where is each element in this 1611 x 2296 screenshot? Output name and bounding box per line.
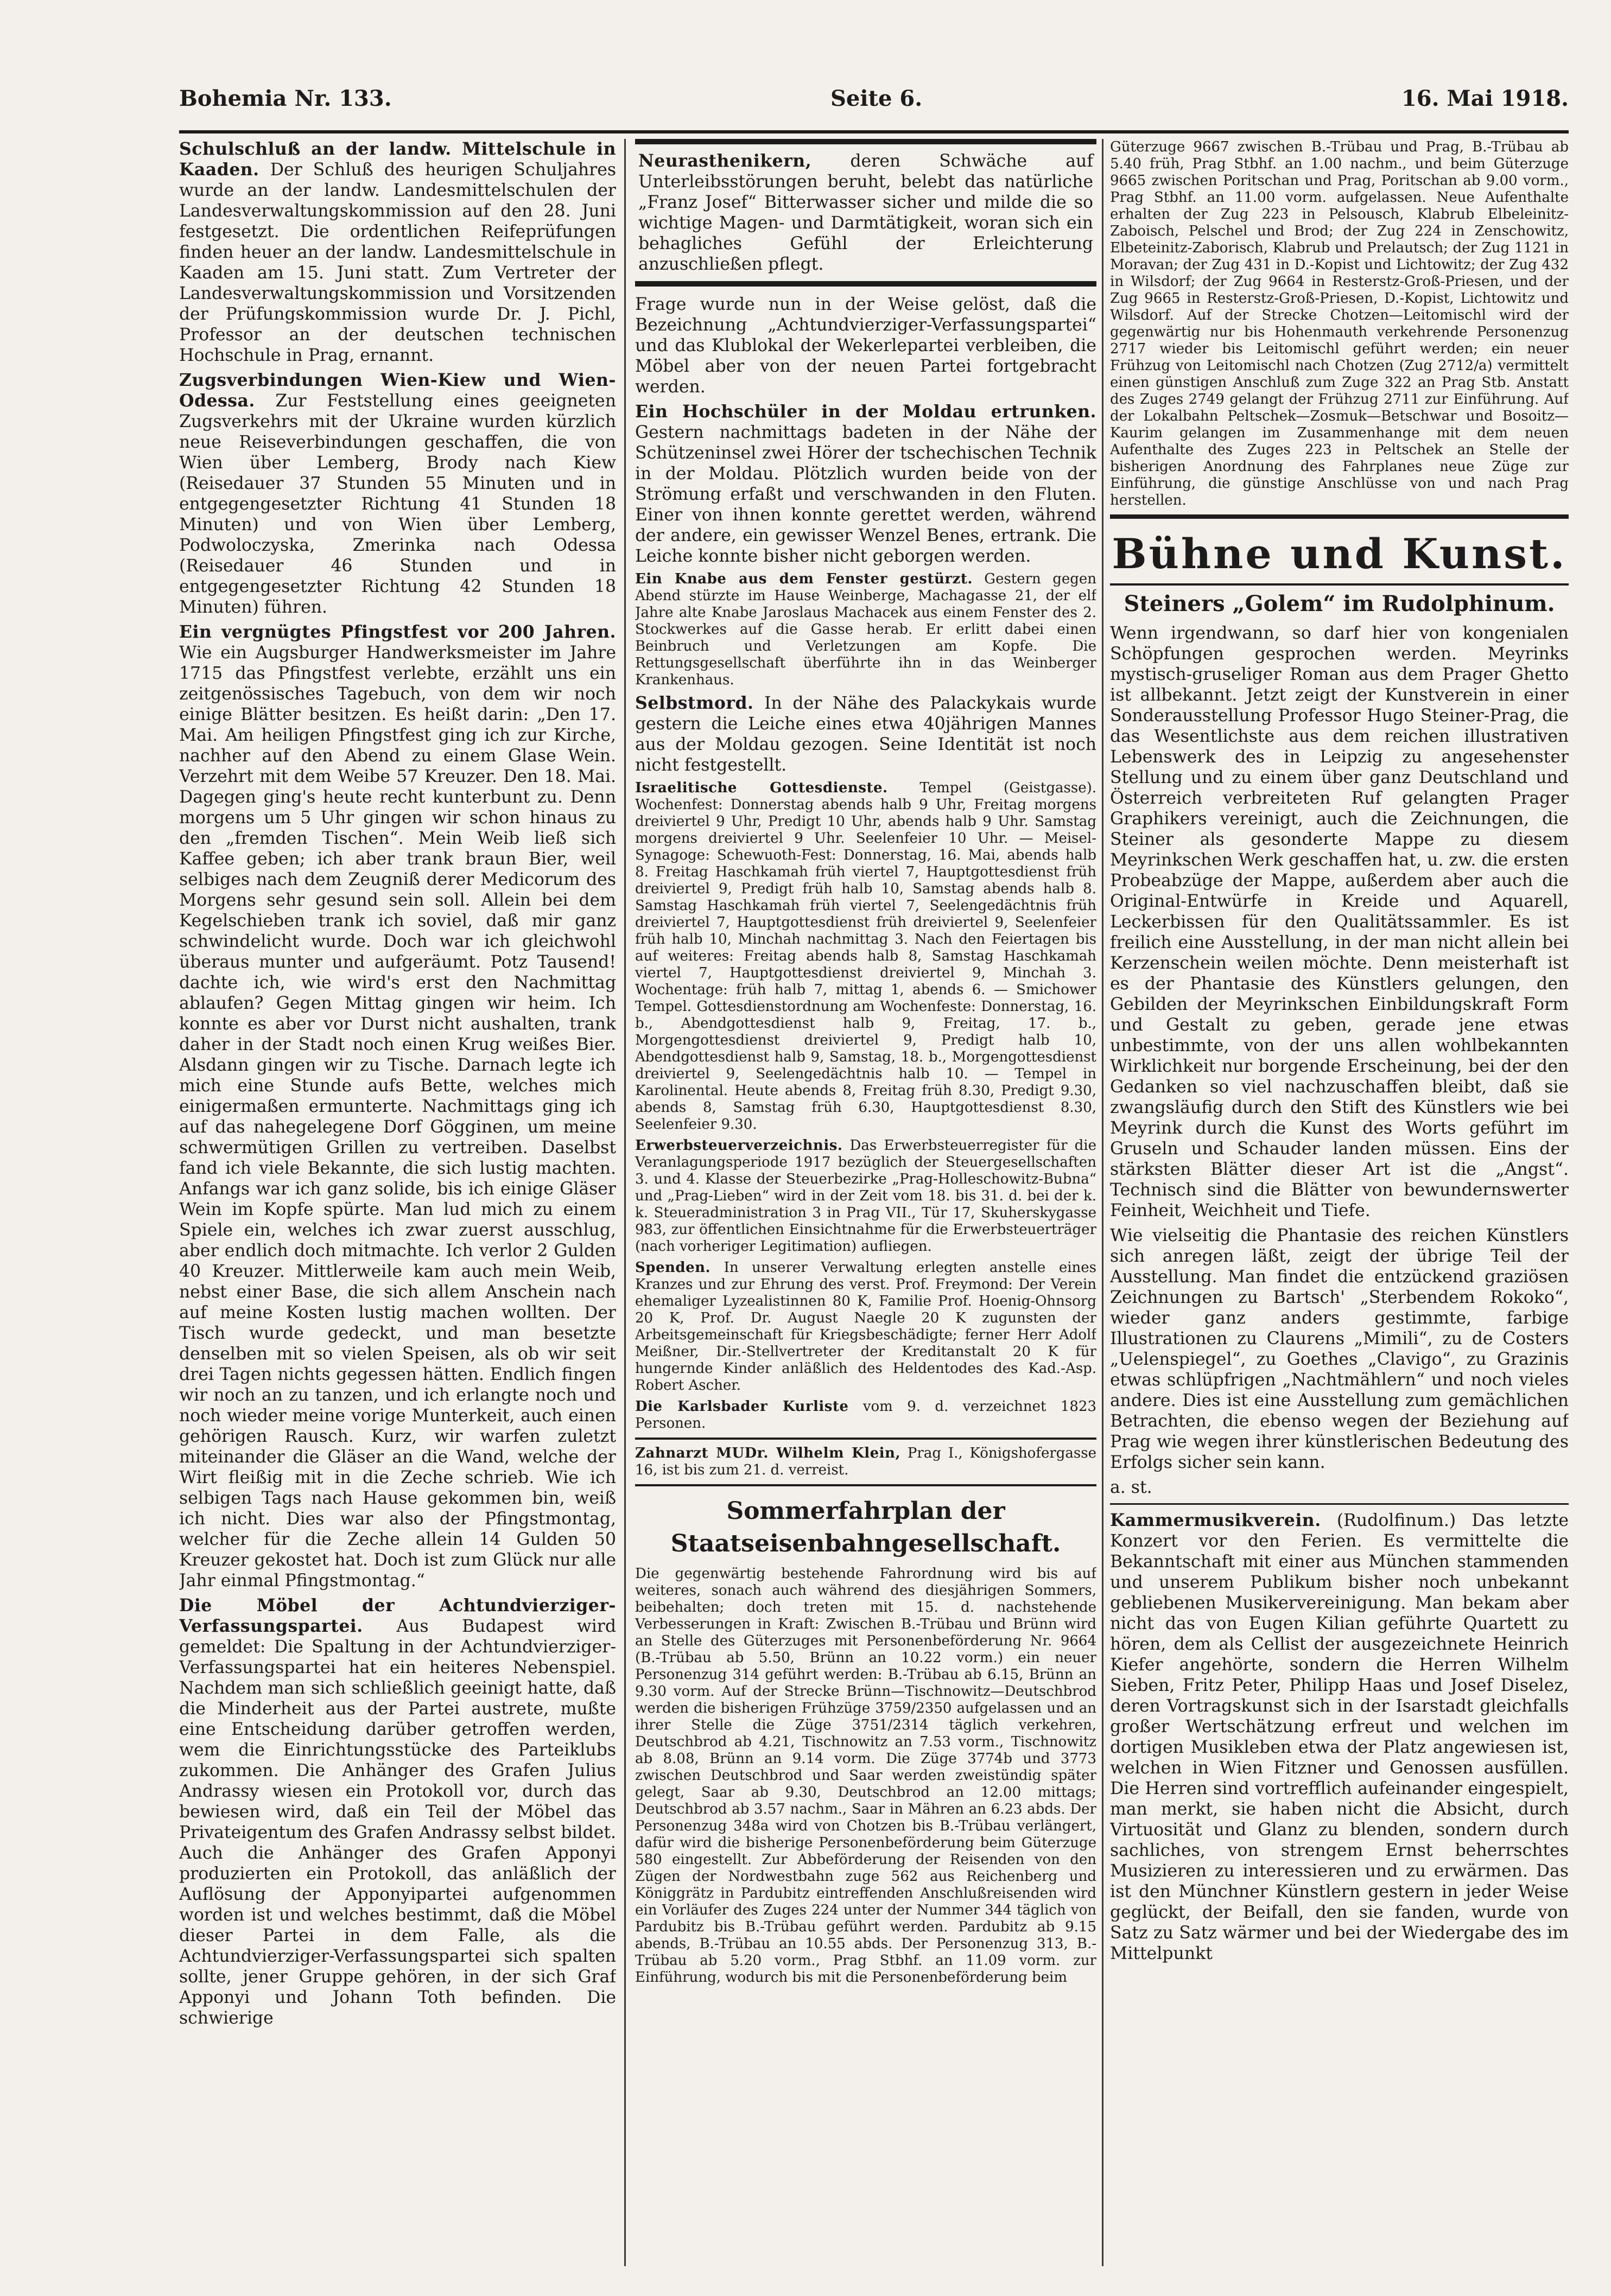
article-body: In der Nähe des Palackykais wurde gestern die Leiche eines etwa 40jährigen Mannes aus der Moldau gezogen. Seine Identität ist noch nicht festgestellt. (635, 694, 1096, 775)
review-paragraph: Wie vielseitig die Phantasie des reichen Künstlers sich anregen läßt, zeigt der übrige Teil der Ausstellung. Man findet die entzückend graziösen Zeichnungen zu Bartsch' „Sterbendem Rokoko“, wieder ganz anders gestimmte, farbige Illustrationen zu Claurens „Mimili“, zu de Costers „Uelenspiegel“, zu Goethes „Clavigo“, zu Grazinis etwas schlüpfrigen „Nachtmählern“ und noch vieles andere. Dies ist eine Ausstellung zum gemächlichen Betrachten, die ebenso wegen der Beziehung auf Prag wie wegen ihrer künstlerischen Bedeutung des Erfolgs sicher sein kann. (1110, 1226, 1569, 1472)
article-body: Wie ein Augsburger Handwerksmeister im Jahre 1715 das Pfingstfest verlebte, erzählt uns ein zeitgenössisches Tagebuch, von dem wir noch einige Blätter besitzen. Es heißt darin: „Den 17. Mai. Am heiligen Pfingstfest ging ich zur Kirche, nachher auf den Abend zu einem Glase Wein. Verzehrt mit dem Weibe 57 Kreuzer. Den 18. Mai. Dagegen ging's heute recht kunterbunt zu. Denn morgens um 5 Uhr gingen wir schon hinaus zu den „fremden Tischen“. Mein Weib ließ sich Kaffee geben; ich aber trank braun Bier, weil selbiges nach dem Zeugniß derer Medicorum des Morgens sehr gesund sein soll. Allein bei dem Kegelschieben trank ich soviel, daß mir ganz schwindelicht wurde. Doch war ich gleichwohl überaus munter und aufgeräumt. Potz Tausend! dachte ich, wie wird's erst den Nachmittag ablaufen? Gegen Mittag gingen wir heim. Ich konnte es aber vor Durst nicht aushalten, trank daher in der Stadt noch einen Krug weißes Bier. Alsdann gingen wir zu Tische. Darnach legte ich mich eine Stunde aufs Bette, welches mich einigermaßen ermunterte. Nachmittags ging ich auf das nahegelegene Dorf Gögginen, um meine schwermütigen Grillen zu vertreiben. Daselbst fand ich viele Bekannte, die sich lustig machten. Anfangs war ich ganz solide, bis ich einige Gläser Wein im Kopfe spürte. Man lud mich zu einem Spiele ein, welches ich zwar zuerst ausschlug, aber endlich doch mitmachte. Ich verlor 2 Gulden 40 Kreuzer. Mittlerweile kam auch mein Weib, nebst einer Base, die sich allem Anschein nach auf meine Kosten lustig machen wollten. Der Tisch wurde gedeckt, und man besetzte denselben mit so vielen Speisen, als ob wir seit drei Tagen nichts gegessen hätten. Endlich fingen wir noch an zu tanzen, und ich erlangte noch und noch wieder meine vorige Munterkeit, auch einen gehörigen Rausch. Kurz, wir warfen zuletzt miteinander die Gläser an die Wand, welche der Wirt fleißig mit in die Zeche schrieb. Wie ich selbigen Tags nach Hause gekommen bin, weiß ich nicht. Dies war also der Pfingstmontag, welcher für die Zeche allein 14 Gulden 50 Kreuzer gekostet hat. Doch ist zum Glück nur alle Jahr einmal Pfingstmontag.“ (179, 643, 616, 1591)
masthead-issue: Bohemia Nr. 133. (179, 86, 392, 111)
review-paragraph: Wenn irgendwann, so darf hier von kongenialen Schöpfungen gesprochen werden. Meyrinks mystisch-gruseliger Roman aus dem Prager Ghetto ist allbekannt. Jetzt zeigt der Kunstverein in einer Sonderausstellung Professor Hugo Steiner-Prag, die das Wesentlichste aus dem reichen illustrativen Lebenswerk des in Leipzig zu angesehenster Stellung und zu einem über ganz Deutschland und Österreich verbreiteten Ruf gelangten Prager Graphikers vereinigt, auch die Zeichnungen, die Steiner als gesonderte Mappe zu diesem Meyrinkschen Werk geschaffen hat, u. zw. die ersten Probeabzüge der Mappe, außerdem aber auch die Original-Entwürfe in Kreide und Aquarell, Leckerbissen für den Qualitätssammler. Es ist freilich eine Ausstellung, in der man nicht allein bei Kerzenschein weilen möchte. Denn meisterhaft ist es der Phantasie des Künstlers gelungen, den Gebilden der Meyrinkschen Einbildungskraft Form und Gestalt zu geben, gerade jene etwas unbestimmte, von der uns allen wohlbekannten Wirklichkeit nur borgende Erscheinung, bei der den Gedanken so viel nachzuschaffen bleibt, daß sie zwangsläufig durch den Stift des Künstlers wie bei Meyrink durch die Kunst des Worts geführt im Gruseln und Schauder landen müssen. Eins der stärksten Blätter dieser Art ist die „Angst“. Technisch sind die Blätter von bewundernswerter Feinheit, Weichheit und Tiefe. (1110, 624, 1569, 1220)
article-continuation: Frage wurde nun in der Weise gelöst, daß die Bezeichnung „Achtundvierziger-Verfassungspartei“ und das Klublokal der Wekerlepartei verbleiben, die Möbel aber von der neuen Partei fortgebracht werden. (635, 295, 1096, 397)
advertisement-text (638, 151, 1093, 275)
review-heading: Steiners „Golem“ im Rudolphinum. (1124, 591, 1555, 616)
header-rule (179, 130, 1569, 133)
article-title: Schulschluß an der landw. Mittelschule in Kaaden. (179, 139, 616, 180)
review-signature: a. st. (1110, 1478, 1152, 1497)
section-heading: Bühne und Kunst. (1112, 530, 1567, 578)
notice-body: Prag I., Königshofergasse 16, ist bis zum 21. d. verreist. (635, 1445, 1096, 1478)
separator-rule (635, 1484, 1096, 1486)
article-body: In unserer Verwaltung erlegten anstelle eines Kranzes und zur Ehrung des verst. Prof. Freymond: Der Verein ehemaliger Lyzealistinnen 80 K, Familie Prof. Hoenig-Ohnsorg 20 K, Prof. Dr. August Naegle 20 K zugunsten der Arbeitsgemeinschaft für Kriegsbeschädigte; ferner Herr Adolf Meißner, Dir.-Stellvertreter der Kreditanstalt 20 K für hungernde Kinder anläßlich des Heldentodes des Kad.-Asp. Robert Ascher. (635, 1260, 1096, 1394)
article-title: Ein vergnügtes Pfingstfest vor 200 Jahren. (179, 622, 616, 642)
article-title: Ein Knabe aus dem Fenster gestürzt. (635, 571, 973, 587)
separator-rule (1110, 1503, 1569, 1505)
ad-body: deren Schwäche auf Unterleibsstörungen beruht, belebt das natürliche „Franz Josef“ Bitterwasser sicher und milde die so wichtige Magen- und Darmtätigkeit, woran sich ein behagliches Gefühl der Erleichterung anzuschließen pflegt. (638, 151, 1094, 274)
separator-rule (635, 1438, 1096, 1440)
article-donations (635, 1260, 1096, 1394)
page-number: Seite 6. (830, 86, 923, 111)
column-divider (624, 139, 626, 2266)
article-body: Der Schluß des heurigen Schuljahres wurde an der landw. Landesmittelschulen der Landesverwaltungskommission auf den 28. Juni festgesetzt. Die ordentlichen Reifeprüfungen finden heuer an der landw. Landesmittelschule in Kaaden am 15. Juni statt. Zum Vertreter der Landesverwaltungskommission und Vorsitzenden der Prüfungskommission wurde Dr. J. Pichl, Professor an der deutschen technischen Hochschule in Prag, ernannt. (179, 160, 616, 365)
article-title: Zugsverbindungen Wien-Kiew und Wien-Odessa. (179, 370, 616, 411)
schedule-heading: Sommerfahrplan der Staatseisenbahngesellschaft. (670, 1497, 1061, 1557)
column-3 (1110, 139, 1569, 2272)
article-title: Spenden. (635, 1260, 711, 1276)
column-1 (179, 139, 616, 2272)
article-body: Zur Feststellung eines geeigneten Zugsverkehrs mit der Ukraine wurden kürzlich neue Reiseverbindungen geschaffen, die von Wien über Lemberg, Brody nach Kiew (Reisedauer 37 Stunden 55 Minuten und in entgegengesetzter Richtung 41 Stunden 18 Minuten) und von Wien über Lemberg, Podwoloczyska, Zmerinka nach Odessa (Reisedauer 46 Stunden und in entgegengesetzter Richtung 42 Stunden 18 Minuten) führen. (179, 391, 616, 617)
article-body: Gestern nachmittags badeten in der Nähe der Schützeninsel zwei Hörer der tschechischen Technik in der Moldau. Plötzlich wurden beide von der Strömung erfaßt und verschwanden in den Fluten. Einer von ihnen konnte gerettet werden, während der andere, ein gewisser Wenzel Benes, ertrank. Die Leiche konnte bisher nicht geborgen werden. (635, 423, 1096, 566)
issue-date: 16. Mai 1918. (1401, 86, 1569, 111)
ad-title: Neurasthenikern, (638, 151, 812, 171)
article-school-closing (179, 139, 616, 366)
article-drowning (635, 402, 1096, 567)
column-2 (635, 139, 1096, 2272)
separator-rule (1110, 583, 1569, 586)
schedule-continuation: Güterzuge 9667 zwischen B.-Trübau und Prag, B.-Trübau ab 5.40 früh, Prag Stbhf. an 1.00 nachm., und beim Güterzuge 9665 zwischen Poritschan und Prag, Poritschan ab 9.00 vorm., Prag Stbhf. an 11.00 vorm. aufgelassen. Neue Aufenthalte erhalten der Zug 223 in Pelsousch, Klabrub Elbeleinitz-Zaboisch, Pelschel und Brod; der Zug 224 in Zenschowitz, Elbeteinitz-Zaborisch, Klabrub und Prelautsch; der Zug 1121 in Moravan; der Zug 431 in D.-Kopist und Lichtowitz; der Zug 432 in Wilsdorf; der Zug 9664 in Resterstz-Groß-Priesen, und der Zug 9665 in Resterstz-Groß-Priesen, D.-Kopist, Lichtowitz und Wilsdorf. Auf der Strecke Chotzen—Leitomischl wird der gegenwärtig nur bis Hohenmauth verkehrende Personenzug 2717 wieder bis Leitomischl geführt werden; ein neuer Frühzug von Leitomischl nach Chotzen (Zug 2712/a) vermittelt einen günstigen Anschluß zum Zuge 322 an Prag Stb. Anstatt des Zuges 2749 gelangt der Frühzug 2711 zur Einführung. Auf der Lokalbahn Peltschek—Zosmuk—Betschwar und Bosoitz—Kaurim gelangen im Zusammenhange mit dem neuen Aufenthalte des Zuges 223 in Peltschek an Stelle der bisherigen Anordnung des Fahrplanes neue Züge zur Einführung, die günstige Anschlüsse von und nach Prag herstellen. (1110, 139, 1569, 508)
advertisement-box (635, 139, 1096, 287)
article-body: vom 9. d. verzeichnet 1823 Personen. (635, 1398, 1096, 1432)
article-body: Gestern gegen Abend stürzte im Hause Weinberge, Machagasse 21, der elf Jahre alte Knabe Jaroslaus Machacek aus einem Fenster des 2. Stockwerkes auf die Gasse herab. Er erlitt dabei einen Beinbruch und Verletzungen am Kopfe. Die Rettungsgesellschaft überführte ihn in das Weinberger Krankenhaus. (635, 571, 1096, 688)
column-divider (1102, 139, 1103, 2266)
page-header (179, 86, 1569, 124)
notice-title: Zahnarzt MUDr. Wilhelm Klein, (635, 1445, 900, 1461)
schedule-body: Die gegenwärtig bestehende Fahrordnung wird bis auf weiteres, sonach auch während des diesjährigen Sommers, beibehalten; doch treten mit 15. d. nachstehende Verbesserungen in Kraft: Zwischen B.-Trübau und Brünn wird an Stelle des Güterzuges mit Personenbeförderung Nr. 9664 (B.-Trübau ab 5.50, Brünn an 10.22 vorm.) ein neuer Personenzug 314 geführt werden: B.-Trübau ab 6.15, Brünn an 9.30 vorm. Auf der Strecke Brünn—Tischnowitz—Deutschbrod werden die bisherigen Frühzüge 3759/2350 aufgelassen und an ihrer Stelle die Züge 3751/2314 täglich verkehren, Deutschbrod ab 4.21, Tischnowitz an 7.53 vorm., Tischnowitz ab 8.08, Brünn an 9.14 vorm. Die Züge 3774b und 3773 zwischen Deutschbrod und Saar werden zweistündig später gelegt, Saar ab 9.30, Deutschbrod an 12.00 mittags; Deutschbrod ab 3.57 nachm., Saar in Mähren an 6.23 abds. Der Personenzug 348a wird von Chotzen bis B.-Trübau verlängert, dafür wird die bisherige Personenbeförderung beim Güterzuge 580 eingestellt. Zur Abbeförderung der Reisenden von den Zügen der Nordwestbahn zuge 562 aus Reichenberg und Königgrätz in Pardubitz eintreffenden Anschlußreisenden wird ein Vorläufer des Zuges 224 unter der Nummer 344 täglich von Pardubitz bis B.-Trübau geführt werden. Pardubitz ab 9.15 abends, B.-Trübau an 10.55 abds. Der Personenzug 313, B.-Trübau ab 5.20 vorm., Prag Stbhf. an 11.09 vorm. zur Einführung, wodurch bis mit die Personenbeförderung beim (635, 1566, 1096, 1986)
article-body: Aus Budapest wird gemeldet: Die Spaltung in der Achtundvierziger-Verfassungspartei hat ein heiteres Nebenspiel. Nachdem man sich schließlich geeinigt hatte, daß die Minderheit aus der Partei austrete, mußte eine Entscheidung darüber getroffen werden, wem die Einrichtungsstücke des Parteiklubs zukommen. Die Anhänger des Grafen Julius Andrassy wiesen ein Protokoll vor, durch das bewiesen wird, daß ein Teil der Möbel das Privateigentum des Grafen Andrassy selbst bildet. Auch die Anhänger des Grafen Apponyi produzierten ein Protokoll, das anläßlich der Auflösung der Apponyipartei aufgenommen worden ist und welches bestimmt, daß die Möbel dieser Partei in dem Falle, als die Achtundvierziger-Verfassungspartei sich spalten sollte, jener Gruppe gehören, in der sich Graf Apponyi und Johann Toth befinden. Die schwierige (179, 1617, 616, 2028)
article-body: Das Erwerbsteuerregister für die Veranlagungsperiode 1917 bezüglich der Steuergesellschaften 3. und 4. Klasse der Steuerbezirke „Prag-Holleschowitz-Bubna“ und „Prag-Lieben“ wird in der Zeit vom 18. bis 31. d. bei der k. k. Steueradministration 3 in Prag VII., Tür 17, Skuherskygasse 983, zur öffentlichen Einsichtnahme für die Erwerbsteuerträger (nach vorheriger Legitimation) aufliegen. (635, 1137, 1096, 1255)
article-title: Selbstmord. (635, 693, 754, 713)
article-party-furniture (179, 1595, 616, 2028)
article-boy-fall (635, 571, 1096, 689)
notice-dentist (635, 1445, 1096, 1479)
article-pentecost (179, 622, 616, 1591)
article-title: Erwerbsteuerverzeichnis. (635, 1137, 843, 1154)
article-title: Die Möbel der Achtundvierziger-Verfassungspartei. (179, 1595, 616, 1636)
article-train-connections (179, 370, 616, 618)
article-tax-register (635, 1137, 1096, 1255)
article-title: Ein Hochschüler in der Moldau ertrunken. (635, 402, 1096, 422)
article-body: Tempel (Geistgasse). Wochenfest: Donnerstag abends halb 9 Uhr, Freitag morgens dreiviertel 9 Uhr, Predigt 10 Uhr, abends halb 9 Uhr. Samstag morgens dreiviertel 9 Uhr. Seelenfeier 10 Uhr. — Meisel-Synagoge: Schewuoth-Fest: Donnerstag, 16. Mai, abends halb 8. Freitag Haschkamah früh viertel 7, Hauptgottesdienst früh dreiviertel 9, Predigt früh halb 10, Samstag abends halb 8. Samstag Haschkamah früh viertel 7, Seelengedächtnis früh dreiviertel 7, Hauptgottesdienst früh dreiviertel 9, Seelenfeier früh halb 10, Minchah nachmittag 3. Nach den Feiertagen bis auf weiteres: Freitag abends halb 8, Samstag Haschkamah viertel 7, Hauptgottesdienst dreiviertel 9, Minchah 3. Wochentage: früh halb 7, mittag 1, abends 6. — Smichower Tempel. Gottesdienstordnung am Wochenfeste: Donnerstag, 16. b., Abendgottesdienst halb 9, Freitag, 17. b., Morgengottesdienst dreiviertel 9, Predigt halb 10, Abendgottesdienst halb 9, Samstag, 18. b., Morgengottesdienst dreiviertel 9, Seelengedächtnis halb 10. — Tempel in Karolinental. Heute abends 8, Freitag früh 8.30, Predigt 9.30, abends 8, Samstag früh 6.30, Hauptgottesdienst 8.30, Seelenfeier 9.30. (635, 780, 1096, 1133)
article-title: Israelitische Gottesdienste. (635, 780, 888, 796)
article-title: Kammermusikverein. (1110, 1510, 1321, 1530)
article-title: Die Karlsbader Kurliste (635, 1398, 849, 1415)
article-suicide (635, 693, 1096, 775)
article-kurliste (635, 1398, 1096, 1432)
article-services (635, 780, 1096, 1133)
separator-rule (1110, 514, 1569, 519)
article-chamber-music (1110, 1510, 1569, 1964)
article-body: (Rudolfinum.) Das letzte Konzert vor den Ferien. Es vermittelte die Bekanntschaft mit einer aus München stammenden und unserem Publikum bisher noch unbekannt gebliebenen Musikervereinigung. Man bekam aber nicht das von Eugen Kilian geführte Quartett zu hören, dem als Cellist der ausgezeichnete Heinrich Kiefer angehörte, sondern die Herren Wilhelm Sieben, Fritz Peter, Philipp Haas und Josef Diselez, deren Vortragskunst sich in der Isarstadt gleichfalls großer Wertschätzung erfreut und welchen im dortigen Musikleben etwa der Platz angewiesen ist, welchen in Wien Fitzner und Genossen ausfüllen. Die Herren sind vortrefflich aufeinander eingespielt, man merkt, sie haben nicht die Absicht, durch Virtuosität und Glanz zu blenden, sondern durch sachliches, von strengem Ernst beherrschtes Musizieren zu interessieren und zu erwärmen. Das ist den Münchner Künstlern gestern in jeder Weise geglückt, der Beifall, den sie fanden, wurde von Satz zu Satz wärmer und bei der Wiedergabe des im Mittelpunkt (1110, 1511, 1569, 1963)
